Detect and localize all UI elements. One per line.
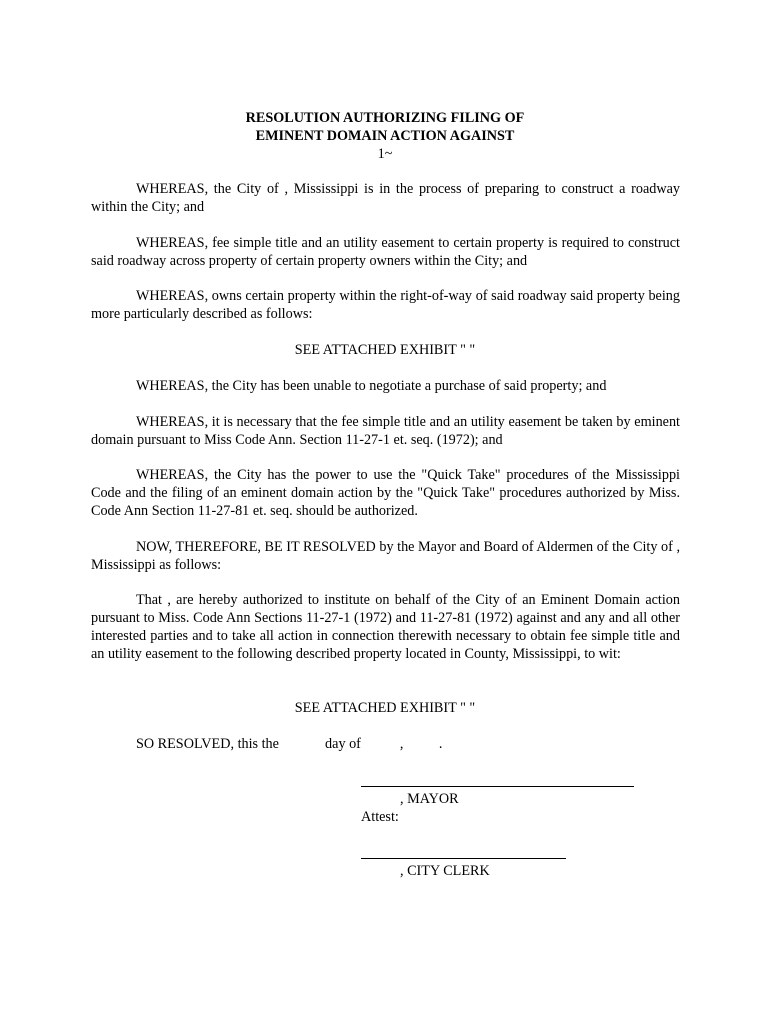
whereas-paragraph-1: WHEREAS, the City of , Mississippi is in the process of preparing to construct a roadway within the City; and bbox=[91, 181, 680, 215]
authorization-paragraph: That , are hereby authorized to institute on behalf of the City of an Eminent Domain action pursuant to Miss. Code Ann Sections 11-27-1 (1972) and 11-27-81 (1972) against and any and all other interested parties and to take all action in connection therewith necessary to obtain fee simple title and an utility easement to the following described property located in County, Mississippi, to wit: bbox=[91, 592, 680, 662]
exhibit-reference-1: SEE ATTACHED EXHIBIT " " bbox=[294, 342, 476, 358]
mayor-label: , MAYOR bbox=[400, 791, 459, 807]
whereas-paragraph-6: WHEREAS, the City has the power to use the "Quick Take" procedures of the Mississippi Code and the filing of an eminent domain action by the "Quick Take" procedures authorized by Miss. Code Ann Section 11-27-81 et. seq. should be authorized. bbox=[91, 467, 680, 519]
mayor-signature-line bbox=[361, 786, 634, 787]
so-resolved-line: SO RESOLVED, this the day of , . bbox=[136, 736, 443, 752]
whereas-paragraph-2: WHEREAS, fee simple title and an utility easement to certain property is required to construct said roadway across property of certain property owners within the City; and bbox=[91, 235, 680, 269]
clerk-signature-line bbox=[361, 858, 566, 859]
title-line-1: RESOLUTION AUTHORIZING FILING OF bbox=[245, 110, 525, 126]
attest-label: Attest: bbox=[361, 809, 399, 825]
title-line-2: EMINENT DOMAIN ACTION AGAINST bbox=[255, 128, 515, 144]
whereas-paragraph-3: WHEREAS, owns certain property within the right-of-way of said roadway said property being more particularly described as follows: bbox=[91, 288, 680, 322]
title-line-3: 1~ bbox=[377, 146, 393, 162]
city-clerk-label: , CITY CLERK bbox=[400, 863, 490, 879]
resolved-paragraph: NOW, THEREFORE, BE IT RESOLVED by the Mayor and Board of Aldermen of the City of , Mississippi as follows: bbox=[91, 539, 680, 573]
whereas-paragraph-4: WHEREAS, the City has been unable to negotiate a purchase of said property; and bbox=[136, 378, 607, 394]
exhibit-reference-2: SEE ATTACHED EXHIBIT " " bbox=[294, 700, 476, 716]
whereas-paragraph-5: WHEREAS, it is necessary that the fee simple title and an utility easement be taken by eminent domain pursuant to Miss Code Ann. Section 11-27-1 et. seq. (1972); and bbox=[91, 414, 680, 448]
